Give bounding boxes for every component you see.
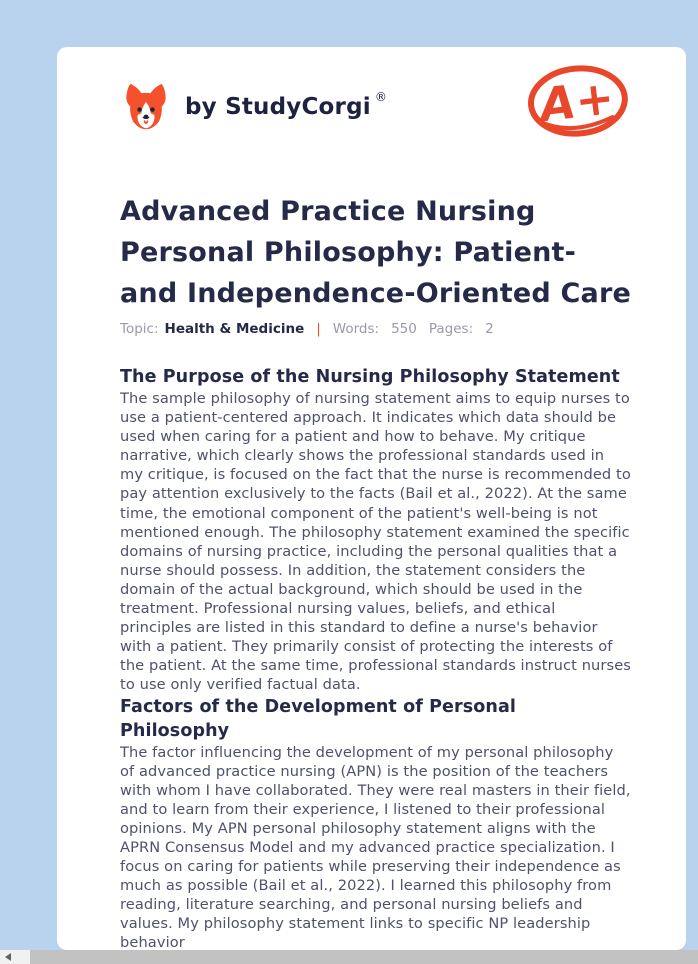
page-header (120, 69, 631, 146)
studycorgi-logo-link[interactable] (120, 83, 387, 131)
words-value: 550 (391, 321, 417, 337)
section-heading-purpose: The Purpose of the Nursing Philosophy Statement (120, 367, 620, 387)
page-title: Advanced Practice Nursing Personal Philosophy: Patient- and Independence-Oriented Care (120, 196, 631, 309)
section-body-purpose: The sample philosophy of nursing statement aims to equip nurses to use a patient-centered approach. It indicates which data should be used when caring for a patient and how to behave. My critique narrative, which clearly shows the professional standards used in my critique, is focused on the fact that the nurse is recommended to pay attention exclusively to the facts (Bail et al., 2022). At the same time, the emotional component of the patient's well-being is not mentioned enough. The philosophy statement examined the specific domains of nursing practice, including the personal qualities that a nurse should possess. In addition, the statement considers the domain of the actual background, which should be used in the treatment. Professional nursing values, beliefs, and ethical principles are listed in this standard to define a nurse's behavior with a patient. They primarily consist of protecting the interests of the patient. At the same time, professional standards instruct nurses to use only verified factual data. (120, 390, 631, 694)
pages-value: 2 (485, 321, 494, 337)
scroll-left-arrow-icon (5, 953, 11, 961)
section-body-factors: The factor influencing the development of my personal philosophy of advanced practice nursing (APN) is the position of the teachers with whom I have collaborated. They were real masters in their field, and to learn from their experience, I listened to their professional opinions. My APN personal philosophy statement aligns with the APRN Consensus Model and my advanced practice specialization. I focus on caring for patients while preserving their independence as much as possible (Bail et al., 2022). I learned this philosophy from reading, literature searching, and personal nursing beliefs and values. My philosophy statement links to specific NP leadership behavior (120, 743, 631, 950)
section-heading-factors: Factors of the Development of Personal Philosophy (120, 696, 516, 741)
svg-text:A+: A+ (536, 69, 617, 133)
registered-mark: ® (374, 90, 388, 104)
words-label: Words: (332, 321, 380, 337)
pages-label: Pages: (428, 321, 474, 337)
topic-label: Topic: (120, 321, 159, 337)
horizontal-scrollbar[interactable] (0, 950, 698, 964)
article-card-content (57, 47, 686, 950)
brand-text (185, 90, 388, 120)
meta-separator: | (316, 321, 321, 337)
article-card (57, 47, 686, 950)
scroll-left-button[interactable] (0, 950, 16, 964)
brand-label: by StudyCorgi (185, 94, 371, 120)
corgi-icon (120, 83, 172, 131)
a-plus-grade-badge (525, 62, 631, 146)
horizontal-scrollbar-thumb[interactable] (30, 950, 698, 964)
topic-link[interactable]: Health & Medicine (164, 321, 305, 337)
article-meta (120, 320, 631, 338)
